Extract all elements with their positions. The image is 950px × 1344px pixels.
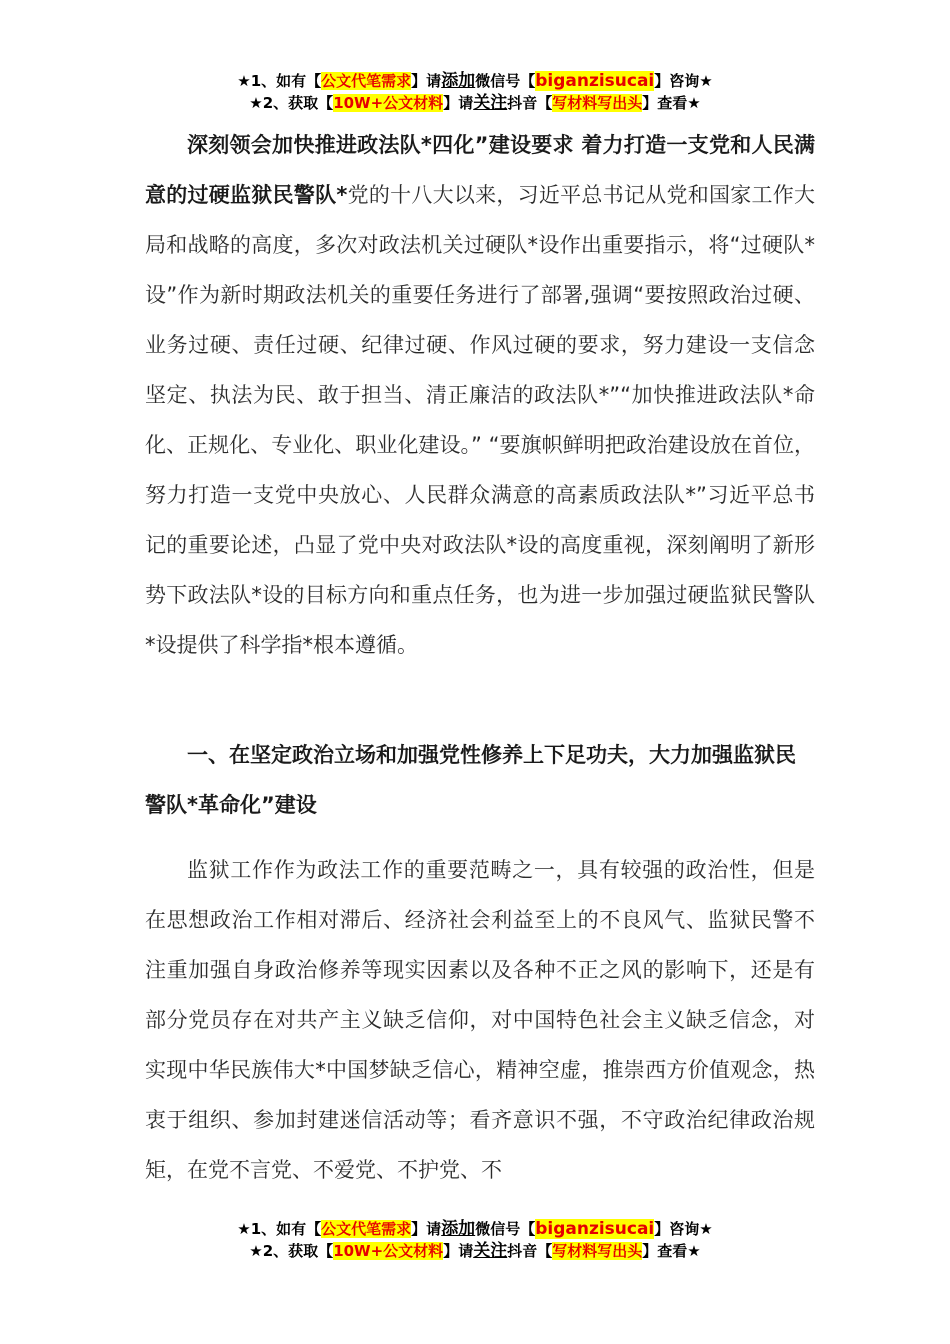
- banner-text: 抖音【: [507, 1242, 553, 1260]
- banner-wechat-id: biganzisucai: [535, 71, 655, 91]
- banner-underline: 添加: [441, 71, 476, 91]
- banner-text: 】咨询★: [654, 72, 713, 90]
- banner-highlight: 10W+公文材料: [333, 1242, 444, 1260]
- banner-highlight: 写材料写出头: [552, 94, 643, 112]
- section-1-paragraph: 监狱工作作为政法工作的重要范畴之一，具有较强的政治性，但是在思想政治工作相对滞后、经济社会利益至上的不良风气、监狱民警不注重加强自身政治修养等现实因素以及各种不正之风的影响下，还是有部分党员存在对共产主义缺乏信仰，对中国特色社会主义缺乏信念，对实现中华民族伟大*中国梦缺乏信心，精神空虚，推崇西方价值观念，热衷于组织、参加封建迷信活动等；看齐意识不强，不守政治纪律政治规矩，在党不言党、不爱党、不护党、不: [145, 858, 815, 1182]
- top-banner: [0, 70, 950, 114]
- banner-text: 微信号【: [475, 72, 536, 90]
- banner-highlight: 10W+公文材料: [333, 94, 444, 112]
- banner-text: ★1、如有【: [237, 72, 322, 90]
- banner-highlight: 写材料写出头: [552, 1242, 643, 1260]
- section-1-body-block: [145, 845, 815, 1195]
- intro-text: 党的十八大以来，习近平总书记从党和国家工作大局和战略的高度，多次对政法机关过硬队*设作出重要指示，将“过硬队*设”作为新时期政法机关的重要任务进行了部署,强调“要按照政治过硬、业务过硬、责任过硬、纪律过硬、作风过硬的要求，努力建设一支信念坚定、执法为民、敢于担当、清正廉洁的政法队*”“加快推进政法队*命化、正规化、专业化、职业化建设。” “要旗帜鲜明把政治建设放在首位，努力打造一支党中央放心、人民群众满意的高素质政法队*”习近平总书记的重要论述，凸显了党中央对政法队*设的高度重视，深刻阐明了新形势下政法队*设的目标方向和重点任务，也为进一步加强过硬监狱民警队*设提供了科学指*根本遵循。: [145, 183, 815, 657]
- banner-text: ★1、如有【: [237, 1220, 322, 1238]
- section-1-heading-block: [145, 730, 815, 830]
- banner-highlight: 公文代笔需求: [321, 1220, 412, 1238]
- intro-block: [145, 120, 815, 670]
- banner-wechat-id: biganzisucai: [535, 1219, 655, 1239]
- banner-text: ★2、获取【: [249, 1242, 334, 1260]
- document-title: 深刻领会加快推进政法队*四化”建设要求 着力打造一支党和人民满意的过硬监狱民警队*: [145, 133, 815, 207]
- banner-text: 抖音【: [507, 94, 553, 112]
- banner-text: 】查看★: [642, 1242, 701, 1260]
- intro-paragraph: [145, 120, 815, 670]
- banner-line-1: [0, 1218, 950, 1240]
- banner-text: ★2、获取【: [249, 94, 334, 112]
- banner-line-2: [0, 1240, 950, 1262]
- banner-underline: 添加: [441, 1219, 476, 1239]
- banner-text: 微信号【: [475, 1220, 536, 1238]
- bottom-banner: [0, 1218, 950, 1262]
- banner-highlight: 公文代笔需求: [321, 72, 412, 90]
- banner-underline: 关注: [473, 1241, 508, 1261]
- banner-text: 】请: [411, 72, 442, 90]
- banner-text: 】查看★: [642, 94, 701, 112]
- banner-text: 】咨询★: [654, 1220, 713, 1238]
- banner-line-1: [0, 70, 950, 92]
- banner-text: 】请: [443, 1242, 474, 1260]
- banner-line-2: [0, 92, 950, 114]
- banner-text: 】请: [443, 94, 474, 112]
- banner-underline: 关注: [473, 93, 508, 113]
- banner-text: 】请: [411, 1220, 442, 1238]
- section-1-heading: 一、在坚定政治立场和加强党性修养上下足功夫，大力加强监狱民警队*革命化”建设: [145, 743, 796, 817]
